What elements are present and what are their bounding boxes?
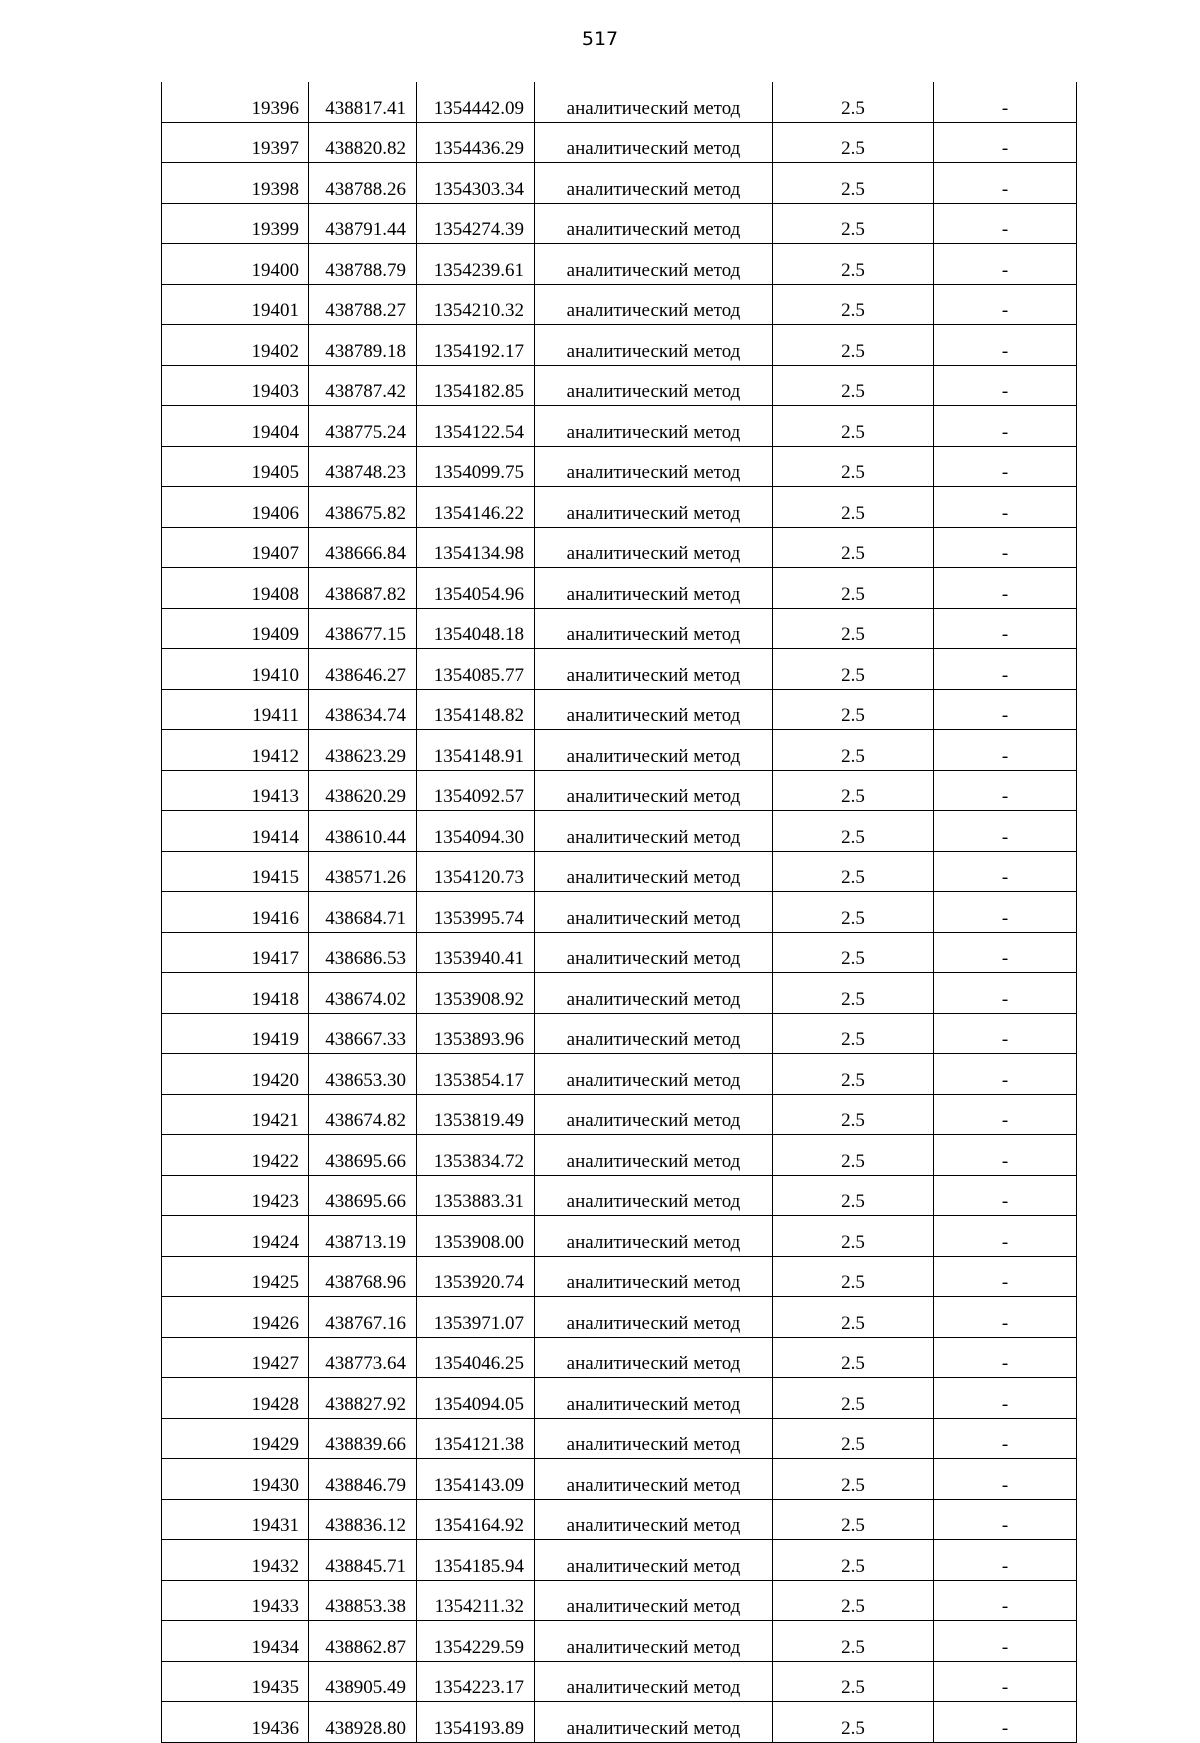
accuracy-cell: 2.5	[773, 284, 934, 325]
accuracy-cell: 2.5	[773, 1337, 934, 1378]
point-number-cell: 19424	[162, 1216, 309, 1257]
table-row	[162, 325, 1077, 366]
table-row	[162, 244, 1077, 285]
note-cell: -	[934, 487, 1077, 528]
page-number: 517	[581, 28, 619, 50]
y-coordinate-cell: 1353920.74	[417, 1256, 535, 1297]
method-cell: аналитический метод	[535, 406, 773, 447]
point-number-cell: 19399	[162, 203, 309, 244]
accuracy-cell: 2.5	[773, 851, 934, 892]
point-number-cell: 19425	[162, 1256, 309, 1297]
point-number-cell: 19401	[162, 284, 309, 325]
table-row	[162, 1094, 1077, 1135]
x-coordinate-cell: 438646.27	[309, 649, 417, 690]
table-row	[162, 1580, 1077, 1621]
x-coordinate-cell: 438687.82	[309, 568, 417, 609]
x-coordinate-cell: 438787.42	[309, 365, 417, 406]
method-cell: аналитический метод	[535, 365, 773, 406]
table-row	[162, 1459, 1077, 1500]
point-number-cell: 19407	[162, 527, 309, 568]
point-number-cell: 19409	[162, 608, 309, 649]
table-row	[162, 365, 1077, 406]
point-number-cell: 19432	[162, 1540, 309, 1581]
y-coordinate-cell: 1354185.94	[417, 1540, 535, 1581]
x-coordinate-cell: 438623.29	[309, 730, 417, 771]
note-cell: -	[934, 1702, 1077, 1743]
table-row	[162, 932, 1077, 973]
accuracy-cell: 2.5	[773, 689, 934, 730]
x-coordinate-cell: 438695.66	[309, 1175, 417, 1216]
note-cell: -	[934, 365, 1077, 406]
x-coordinate-cell: 438571.26	[309, 851, 417, 892]
y-coordinate-cell: 1354210.32	[417, 284, 535, 325]
accuracy-cell: 2.5	[773, 1540, 934, 1581]
method-cell: аналитический метод	[535, 851, 773, 892]
table-row	[162, 1054, 1077, 1095]
x-coordinate-cell: 438748.23	[309, 446, 417, 487]
note-cell: -	[934, 1378, 1077, 1419]
point-number-cell: 19411	[162, 689, 309, 730]
method-cell: аналитический метод	[535, 608, 773, 649]
x-coordinate-cell: 438667.33	[309, 1013, 417, 1054]
y-coordinate-cell: 1354085.77	[417, 649, 535, 690]
table-row	[162, 1256, 1077, 1297]
y-coordinate-cell: 1354223.17	[417, 1661, 535, 1702]
y-coordinate-cell: 1354054.96	[417, 568, 535, 609]
accuracy-cell: 2.5	[773, 365, 934, 406]
method-cell: аналитический метод	[535, 1580, 773, 1621]
note-cell: -	[934, 568, 1077, 609]
point-number-cell: 19412	[162, 730, 309, 771]
point-number-cell: 19430	[162, 1459, 309, 1500]
point-number-cell: 19421	[162, 1094, 309, 1135]
accuracy-cell: 2.5	[773, 608, 934, 649]
x-coordinate-cell: 438862.87	[309, 1621, 417, 1662]
table-row	[162, 1297, 1077, 1338]
method-cell: аналитический метод	[535, 730, 773, 771]
method-cell: аналитический метод	[535, 284, 773, 325]
table-row	[162, 730, 1077, 771]
table-row	[162, 1013, 1077, 1054]
note-cell: -	[934, 1540, 1077, 1581]
y-coordinate-cell: 1353940.41	[417, 932, 535, 973]
note-cell: -	[934, 892, 1077, 933]
method-cell: аналитический метод	[535, 1175, 773, 1216]
point-number-cell: 19404	[162, 406, 309, 447]
table-row	[162, 1135, 1077, 1176]
accuracy-cell: 2.5	[773, 1175, 934, 1216]
y-coordinate-cell: 1354046.25	[417, 1337, 535, 1378]
accuracy-cell: 2.5	[773, 730, 934, 771]
table-row	[162, 1418, 1077, 1459]
point-number-cell: 19422	[162, 1135, 309, 1176]
method-cell: аналитический метод	[535, 1702, 773, 1743]
accuracy-cell: 2.5	[773, 203, 934, 244]
y-coordinate-cell: 1354134.98	[417, 527, 535, 568]
x-coordinate-cell: 438610.44	[309, 811, 417, 852]
accuracy-cell: 2.5	[773, 770, 934, 811]
table-row	[162, 1337, 1077, 1378]
y-coordinate-cell: 1354229.59	[417, 1621, 535, 1662]
accuracy-cell: 2.5	[773, 163, 934, 204]
note-cell: -	[934, 122, 1077, 163]
x-coordinate-cell: 438653.30	[309, 1054, 417, 1095]
y-coordinate-cell: 1353819.49	[417, 1094, 535, 1135]
table-row	[162, 1216, 1077, 1257]
note-cell: -	[934, 163, 1077, 204]
method-cell: аналитический метод	[535, 649, 773, 690]
method-cell: аналитический метод	[535, 1094, 773, 1135]
note-cell: -	[934, 82, 1077, 122]
note-cell: -	[934, 730, 1077, 771]
y-coordinate-cell: 1354099.75	[417, 446, 535, 487]
accuracy-cell: 2.5	[773, 1094, 934, 1135]
method-cell: аналитический метод	[535, 892, 773, 933]
point-number-cell: 19398	[162, 163, 309, 204]
accuracy-cell: 2.5	[773, 1297, 934, 1338]
point-number-cell: 19405	[162, 446, 309, 487]
accuracy-cell: 2.5	[773, 1256, 934, 1297]
point-number-cell: 19416	[162, 892, 309, 933]
x-coordinate-cell: 438674.02	[309, 973, 417, 1014]
accuracy-cell: 2.5	[773, 244, 934, 285]
y-coordinate-cell: 1354121.38	[417, 1418, 535, 1459]
method-cell: аналитический метод	[535, 1418, 773, 1459]
point-number-cell: 19417	[162, 932, 309, 973]
note-cell: -	[934, 1499, 1077, 1540]
method-cell: аналитический метод	[535, 1135, 773, 1176]
y-coordinate-cell: 1353834.72	[417, 1135, 535, 1176]
note-cell: -	[934, 446, 1077, 487]
coordinates-table-body	[162, 82, 1077, 1742]
method-cell: аналитический метод	[535, 932, 773, 973]
x-coordinate-cell: 438817.41	[309, 82, 417, 122]
x-coordinate-cell: 438845.71	[309, 1540, 417, 1581]
y-coordinate-cell: 1354193.89	[417, 1702, 535, 1743]
method-cell: аналитический метод	[535, 1256, 773, 1297]
x-coordinate-cell: 438928.80	[309, 1702, 417, 1743]
table-row	[162, 527, 1077, 568]
y-coordinate-cell: 1353908.92	[417, 973, 535, 1014]
point-number-cell: 19418	[162, 973, 309, 1014]
y-coordinate-cell: 1354442.09	[417, 82, 535, 122]
table-row	[162, 82, 1077, 122]
y-coordinate-cell: 1354274.39	[417, 203, 535, 244]
table-row	[162, 487, 1077, 528]
accuracy-cell: 2.5	[773, 1378, 934, 1419]
x-coordinate-cell: 438791.44	[309, 203, 417, 244]
y-coordinate-cell: 1354182.85	[417, 365, 535, 406]
note-cell: -	[934, 851, 1077, 892]
x-coordinate-cell: 438675.82	[309, 487, 417, 528]
y-coordinate-cell: 1354303.34	[417, 163, 535, 204]
accuracy-cell: 2.5	[773, 406, 934, 447]
x-coordinate-cell: 438846.79	[309, 1459, 417, 1500]
table-row	[162, 163, 1077, 204]
method-cell: аналитический метод	[535, 689, 773, 730]
point-number-cell: 19415	[162, 851, 309, 892]
table-row	[162, 1499, 1077, 1540]
accuracy-cell: 2.5	[773, 1621, 934, 1662]
y-coordinate-cell: 1353893.96	[417, 1013, 535, 1054]
point-number-cell: 19426	[162, 1297, 309, 1338]
note-cell: -	[934, 649, 1077, 690]
table-row	[162, 203, 1077, 244]
y-coordinate-cell: 1353854.17	[417, 1054, 535, 1095]
table-row	[162, 608, 1077, 649]
note-cell: -	[934, 284, 1077, 325]
point-number-cell: 19428	[162, 1378, 309, 1419]
note-cell: -	[934, 203, 1077, 244]
point-number-cell: 19419	[162, 1013, 309, 1054]
method-cell: аналитический метод	[535, 1337, 773, 1378]
x-coordinate-cell: 438788.27	[309, 284, 417, 325]
x-coordinate-cell: 438788.26	[309, 163, 417, 204]
x-coordinate-cell: 438827.92	[309, 1378, 417, 1419]
accuracy-cell: 2.5	[773, 932, 934, 973]
accuracy-cell: 2.5	[773, 973, 934, 1014]
y-coordinate-cell: 1354092.57	[417, 770, 535, 811]
note-cell: -	[934, 1216, 1077, 1257]
method-cell: аналитический метод	[535, 1540, 773, 1581]
note-cell: -	[934, 1256, 1077, 1297]
table-row	[162, 1378, 1077, 1419]
method-cell: аналитический метод	[535, 203, 773, 244]
table-row	[162, 1661, 1077, 1702]
method-cell: аналитический метод	[535, 1459, 773, 1500]
y-coordinate-cell: 1354148.91	[417, 730, 535, 771]
y-coordinate-cell: 1354192.17	[417, 325, 535, 366]
y-coordinate-cell: 1354122.54	[417, 406, 535, 447]
note-cell: -	[934, 973, 1077, 1014]
accuracy-cell: 2.5	[773, 487, 934, 528]
x-coordinate-cell: 438773.64	[309, 1337, 417, 1378]
note-cell: -	[934, 1337, 1077, 1378]
y-coordinate-cell: 1354143.09	[417, 1459, 535, 1500]
y-coordinate-cell: 1354048.18	[417, 608, 535, 649]
method-cell: аналитический метод	[535, 244, 773, 285]
accuracy-cell: 2.5	[773, 568, 934, 609]
method-cell: аналитический метод	[535, 1216, 773, 1257]
point-number-cell: 19436	[162, 1702, 309, 1743]
table-row	[162, 811, 1077, 852]
method-cell: аналитический метод	[535, 568, 773, 609]
note-cell: -	[934, 811, 1077, 852]
point-number-cell: 19414	[162, 811, 309, 852]
x-coordinate-cell: 438853.38	[309, 1580, 417, 1621]
x-coordinate-cell: 438634.74	[309, 689, 417, 730]
y-coordinate-cell: 1353908.00	[417, 1216, 535, 1257]
table-row	[162, 284, 1077, 325]
point-number-cell: 19420	[162, 1054, 309, 1095]
note-cell: -	[934, 406, 1077, 447]
note-cell: -	[934, 932, 1077, 973]
method-cell: аналитический метод	[535, 811, 773, 852]
accuracy-cell: 2.5	[773, 82, 934, 122]
method-cell: аналитический метод	[535, 1054, 773, 1095]
note-cell: -	[934, 325, 1077, 366]
method-cell: аналитический метод	[535, 527, 773, 568]
accuracy-cell: 2.5	[773, 325, 934, 366]
accuracy-cell: 2.5	[773, 1580, 934, 1621]
y-coordinate-cell: 1354120.73	[417, 851, 535, 892]
y-coordinate-cell: 1353995.74	[417, 892, 535, 933]
x-coordinate-cell: 438768.96	[309, 1256, 417, 1297]
point-number-cell: 19429	[162, 1418, 309, 1459]
table-row	[162, 770, 1077, 811]
table-row	[162, 689, 1077, 730]
accuracy-cell: 2.5	[773, 649, 934, 690]
x-coordinate-cell: 438789.18	[309, 325, 417, 366]
method-cell: аналитический метод	[535, 1013, 773, 1054]
accuracy-cell: 2.5	[773, 1013, 934, 1054]
table-row	[162, 851, 1077, 892]
method-cell: аналитический метод	[535, 1297, 773, 1338]
accuracy-cell: 2.5	[773, 446, 934, 487]
x-coordinate-cell: 438620.29	[309, 770, 417, 811]
y-coordinate-cell: 1353883.31	[417, 1175, 535, 1216]
x-coordinate-cell: 438674.82	[309, 1094, 417, 1135]
table-row	[162, 122, 1077, 163]
note-cell: -	[934, 689, 1077, 730]
accuracy-cell: 2.5	[773, 1459, 934, 1500]
point-number-cell: 19434	[162, 1621, 309, 1662]
accuracy-cell: 2.5	[773, 1702, 934, 1743]
accuracy-cell: 2.5	[773, 122, 934, 163]
point-number-cell: 19406	[162, 487, 309, 528]
method-cell: аналитический метод	[535, 1499, 773, 1540]
x-coordinate-cell: 438677.15	[309, 608, 417, 649]
table-row	[162, 568, 1077, 609]
table-row	[162, 406, 1077, 447]
y-coordinate-cell: 1354094.05	[417, 1378, 535, 1419]
method-cell: аналитический метод	[535, 82, 773, 122]
method-cell: аналитический метод	[535, 163, 773, 204]
x-coordinate-cell: 438905.49	[309, 1661, 417, 1702]
note-cell: -	[934, 1135, 1077, 1176]
note-cell: -	[934, 1621, 1077, 1662]
y-coordinate-cell: 1354211.32	[417, 1580, 535, 1621]
method-cell: аналитический метод	[535, 1661, 773, 1702]
note-cell: -	[934, 244, 1077, 285]
note-cell: -	[934, 1459, 1077, 1500]
accuracy-cell: 2.5	[773, 1661, 934, 1702]
coordinates-table	[161, 82, 1077, 1743]
note-cell: -	[934, 1661, 1077, 1702]
point-number-cell: 19410	[162, 649, 309, 690]
accuracy-cell: 2.5	[773, 892, 934, 933]
method-cell: аналитический метод	[535, 1378, 773, 1419]
point-number-cell: 19396	[162, 82, 309, 122]
note-cell: -	[934, 527, 1077, 568]
table-row	[162, 1175, 1077, 1216]
note-cell: -	[934, 1580, 1077, 1621]
note-cell: -	[934, 1297, 1077, 1338]
accuracy-cell: 2.5	[773, 1135, 934, 1176]
point-number-cell: 19408	[162, 568, 309, 609]
point-number-cell: 19431	[162, 1499, 309, 1540]
table-row	[162, 892, 1077, 933]
accuracy-cell: 2.5	[773, 811, 934, 852]
y-coordinate-cell: 1354436.29	[417, 122, 535, 163]
y-coordinate-cell: 1354146.22	[417, 487, 535, 528]
point-number-cell: 19413	[162, 770, 309, 811]
method-cell: аналитический метод	[535, 487, 773, 528]
point-number-cell: 19403	[162, 365, 309, 406]
x-coordinate-cell: 438836.12	[309, 1499, 417, 1540]
y-coordinate-cell: 1354148.82	[417, 689, 535, 730]
x-coordinate-cell: 438666.84	[309, 527, 417, 568]
note-cell: -	[934, 1054, 1077, 1095]
y-coordinate-cell: 1354239.61	[417, 244, 535, 285]
method-cell: аналитический метод	[535, 973, 773, 1014]
x-coordinate-cell: 438775.24	[309, 406, 417, 447]
point-number-cell: 19423	[162, 1175, 309, 1216]
point-number-cell: 19397	[162, 122, 309, 163]
table-row	[162, 973, 1077, 1014]
note-cell: -	[934, 608, 1077, 649]
method-cell: аналитический метод	[535, 1621, 773, 1662]
y-coordinate-cell: 1354094.30	[417, 811, 535, 852]
x-coordinate-cell: 438686.53	[309, 932, 417, 973]
point-number-cell: 19400	[162, 244, 309, 285]
point-number-cell: 19433	[162, 1580, 309, 1621]
x-coordinate-cell: 438695.66	[309, 1135, 417, 1176]
note-cell: -	[934, 1094, 1077, 1135]
point-number-cell: 19427	[162, 1337, 309, 1378]
accuracy-cell: 2.5	[773, 1054, 934, 1095]
accuracy-cell: 2.5	[773, 1216, 934, 1257]
method-cell: аналитический метод	[535, 122, 773, 163]
note-cell: -	[934, 1175, 1077, 1216]
point-number-cell: 19402	[162, 325, 309, 366]
table-row	[162, 1540, 1077, 1581]
table-row	[162, 1702, 1077, 1743]
table-row	[162, 1621, 1077, 1662]
note-cell: -	[934, 770, 1077, 811]
x-coordinate-cell: 438839.66	[309, 1418, 417, 1459]
x-coordinate-cell: 438788.79	[309, 244, 417, 285]
x-coordinate-cell: 438713.19	[309, 1216, 417, 1257]
method-cell: аналитический метод	[535, 325, 773, 366]
table-row	[162, 446, 1077, 487]
note-cell: -	[934, 1013, 1077, 1054]
y-coordinate-cell: 1354164.92	[417, 1499, 535, 1540]
accuracy-cell: 2.5	[773, 527, 934, 568]
accuracy-cell: 2.5	[773, 1418, 934, 1459]
x-coordinate-cell: 438684.71	[309, 892, 417, 933]
table-row	[162, 649, 1077, 690]
note-cell: -	[934, 1418, 1077, 1459]
y-coordinate-cell: 1353971.07	[417, 1297, 535, 1338]
method-cell: аналитический метод	[535, 446, 773, 487]
method-cell: аналитический метод	[535, 770, 773, 811]
x-coordinate-cell: 438820.82	[309, 122, 417, 163]
x-coordinate-cell: 438767.16	[309, 1297, 417, 1338]
point-number-cell: 19435	[162, 1661, 309, 1702]
accuracy-cell: 2.5	[773, 1499, 934, 1540]
